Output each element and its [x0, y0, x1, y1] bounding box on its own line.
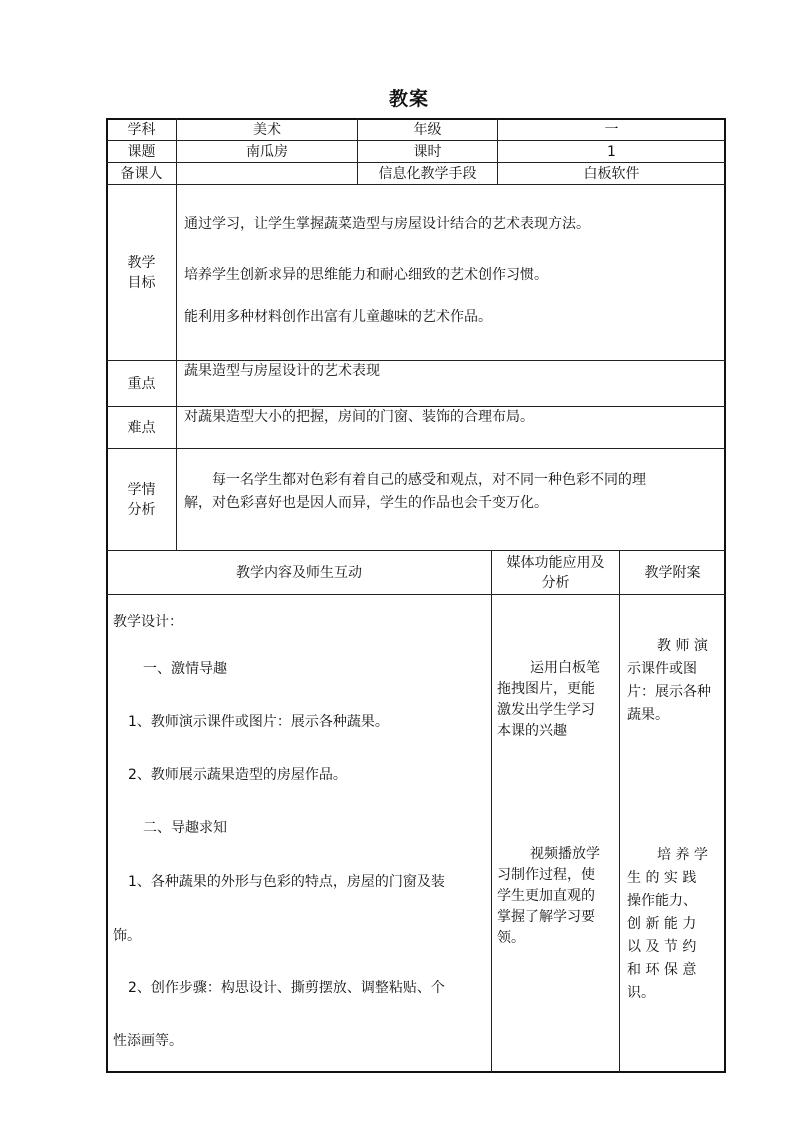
appendix-block-2 — [627, 844, 723, 1005]
media-block-2-line: 学生更加直观的 — [497, 888, 595, 904]
it-means-value: 白板软件 — [583, 165, 640, 182]
design-item-2: 2、教师展示蔬果造型的房屋作品。 — [128, 767, 347, 783]
design-item-3-line2: 饰。 — [113, 928, 141, 944]
goal-item-2: 培养学生创新求异的思维能力和耐心细致的艺术创作习惯。 — [184, 267, 548, 283]
header-content: 教学内容及师生互动 — [236, 564, 362, 581]
hours-value: 1 — [607, 143, 616, 160]
topic-label: 课题 — [127, 143, 156, 160]
design-section-1: 一、激情导趣 — [143, 661, 227, 677]
it-means-label: 信息化教学手段 — [378, 165, 477, 182]
subject-value: 美术 — [253, 121, 281, 138]
subject-label: 学科 — [127, 121, 156, 138]
media-block-1-line: 本课的兴趣 — [497, 723, 567, 739]
appendix-block-2-line: 和 环 保 意 — [627, 962, 697, 978]
design-item-3-line1: 1、各种蔬果的外形与色彩的特点，房屋的门窗及装 — [128, 874, 445, 890]
analysis-label — [107, 449, 176, 550]
media-block-1 — [497, 658, 615, 742]
appendix-block-2-line: 识。 — [627, 985, 655, 1001]
topic-value: 南瓜房 — [246, 143, 288, 160]
design-section-2: 二、导趣求知 — [143, 820, 227, 836]
column-divider — [619, 550, 620, 1073]
goal-item-3: 能利用多种材料创作出富有儿童趣味的艺术作品。 — [184, 309, 492, 325]
column-divider — [491, 550, 492, 1073]
appendix-block-1-line: 蔬果。 — [627, 707, 669, 723]
header-media — [492, 551, 619, 594]
appendix-block-1-line: 片：展示各种 — [627, 684, 711, 700]
document-title: 教案 — [388, 88, 429, 110]
appendix-block-2-line: 生 的 实 践 — [627, 870, 697, 886]
media-block-2-line: 视频播放学 — [530, 846, 600, 862]
appendix-block-2-line: 以 及 节 约 — [627, 939, 697, 955]
media-block-1-line: 激发出学生学习 — [497, 702, 595, 718]
key-point-text: 蔬果造型与房屋设计的艺术表现 — [184, 363, 380, 379]
media-block-1-line: 运用白板笔 — [530, 660, 600, 676]
preparer-label: 备课人 — [120, 165, 163, 182]
difficulty-text: 对蔬果造型大小的把握，房间的门窗、装饰的合理布局。 — [184, 409, 534, 425]
media-block-2 — [497, 844, 615, 949]
goals-label-line2: 目标 — [127, 274, 156, 291]
row-divider — [106, 448, 726, 449]
media-block-2-line: 领。 — [497, 930, 525, 946]
design-item-4-line1: 2、创作步骤：构思设计、撕剪摆放、调整粘贴、个 — [128, 980, 445, 996]
media-block-2-line: 掌握了解学习要 — [497, 909, 595, 925]
analysis-line-2: 解，对色彩喜好也是因人而异，学生的作品也会千变万化。 — [184, 495, 548, 511]
media-block-1-line: 拖拽图片，更能 — [497, 681, 595, 697]
header-media-line2: 分析 — [541, 574, 570, 591]
appendix-block-1 — [627, 635, 723, 727]
analysis-line-1: 每一名学生都对色彩有着自己的感受和观点，对不同一种色彩不同的理 — [212, 472, 646, 488]
grade-value: 一 — [604, 121, 619, 138]
preparer-value — [177, 163, 357, 184]
key-point-label: 重点 — [127, 375, 156, 392]
header-media-line1: 媒体功能应用及 — [506, 554, 605, 571]
analysis-label-line2: 分析 — [127, 501, 156, 518]
design-item-4-line2: 性添画等。 — [113, 1033, 183, 1049]
appendix-block-2-line: 培 养 学 — [657, 847, 708, 863]
goals-label-line1: 教学 — [127, 254, 156, 271]
design-heading: 教学设计： — [113, 614, 183, 630]
goal-item-1: 通过学习，让学生掌握蔬菜造型与房屋设计结合的艺术表现方法。 — [184, 216, 590, 232]
media-block-2-line: 习制作过程，使 — [497, 867, 595, 883]
appendix-block-2-line: 创 新 能 力 — [627, 916, 697, 932]
appendix-block-1-line: 示课件或图 — [627, 661, 697, 677]
header-appendix: 教学附案 — [644, 564, 701, 581]
goals-label — [107, 185, 176, 360]
grade-label: 年级 — [413, 121, 442, 138]
appendix-block-2-line: 操作能力、 — [627, 893, 697, 909]
difficulty-label: 难点 — [127, 419, 156, 436]
appendix-block-1-line: 教 师 演 — [657, 638, 708, 654]
analysis-label-line1: 学情 — [127, 481, 156, 498]
row-divider — [106, 594, 726, 595]
hours-label: 课时 — [413, 143, 442, 160]
row-divider — [106, 184, 726, 185]
design-item-1: 1、教师演示课件或图片：展示各种蔬果。 — [128, 714, 389, 730]
